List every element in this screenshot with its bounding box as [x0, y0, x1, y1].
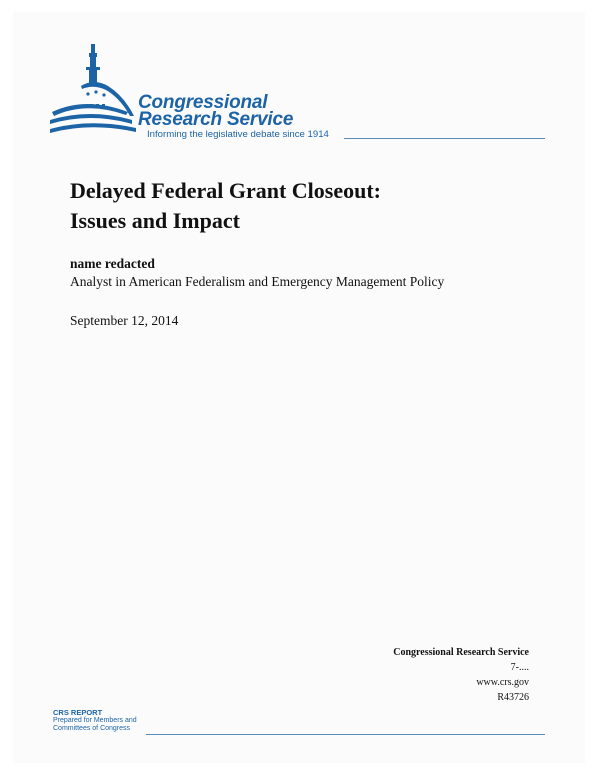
footer-line-1: Prepared for Members and	[53, 717, 137, 724]
brand-line-2: Research Service	[138, 109, 294, 130]
capitol-dome-icon	[46, 40, 146, 140]
contact-block	[393, 645, 529, 705]
contact-phone: 7-....	[510, 662, 529, 673]
contact-organization: Congressional Research Service	[393, 647, 529, 658]
brand-name	[138, 94, 293, 128]
footer-label: CRS REPORT	[53, 708, 103, 717]
brand-line-1: Congressional	[138, 92, 268, 113]
title-line-2: Issues and Impact	[70, 208, 240, 233]
report-date: September 12, 2014	[70, 313, 179, 328]
tagline: Informing the legislative debate since 1914	[147, 129, 329, 140]
author-name: name redacted	[70, 256, 155, 271]
report-title	[70, 176, 381, 236]
contact-website[interactable]: www.crs.gov	[476, 677, 529, 688]
header-divider	[344, 138, 545, 139]
title-line-1: Delayed Federal Grant Closeout:	[70, 178, 381, 203]
author-role: Analyst in American Federalism and Emergency Management Policy	[70, 274, 445, 289]
report-number: R43726	[497, 692, 529, 703]
footer	[53, 709, 137, 733]
footer-divider	[146, 734, 545, 735]
footer-line-2: Committees of Congress	[53, 725, 131, 732]
